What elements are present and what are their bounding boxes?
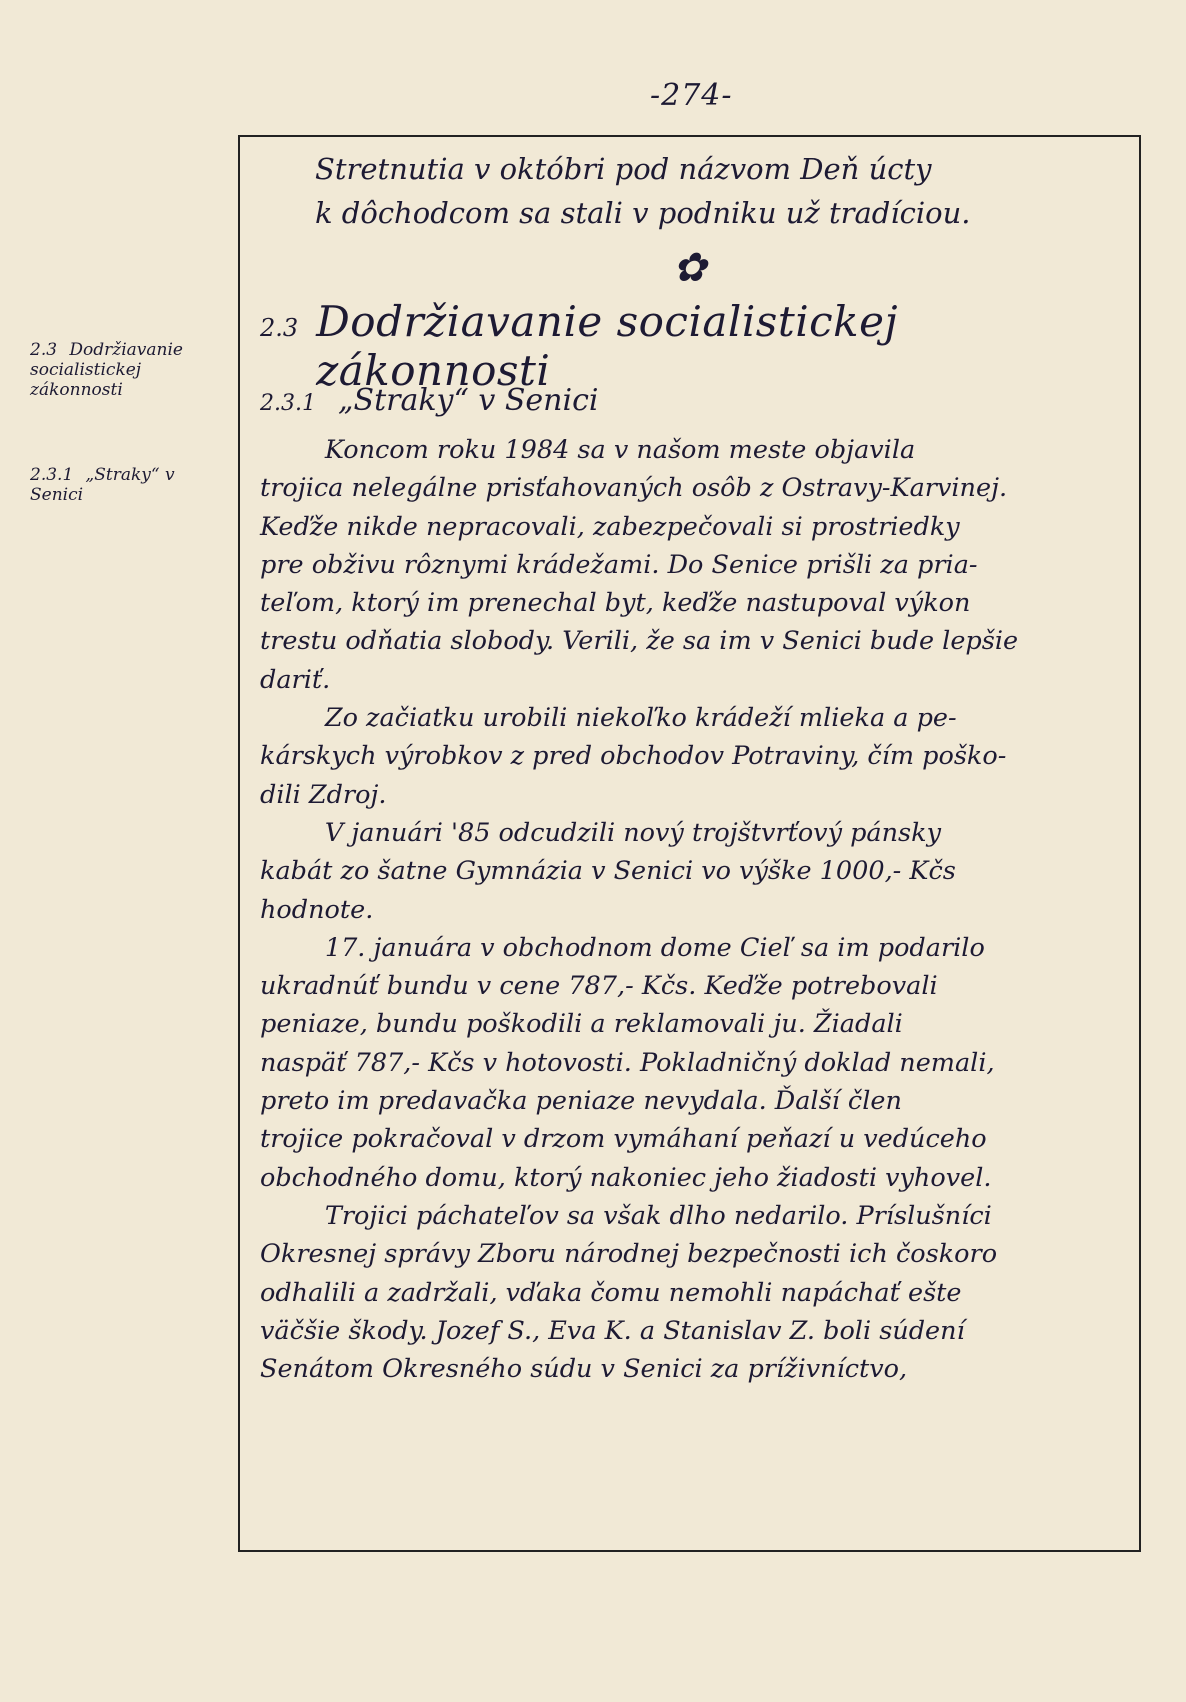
text-line: Zo začiatku urobili niekoľko krádeží mlieka a pe-	[260, 703, 957, 734]
text-line: hodnote.	[260, 894, 374, 925]
intro-line: k dôchodcom sa stali v podniku už tradíciou.	[315, 196, 971, 230]
text-line: obchodného domu, ktorý nakoniec jeho žiadosti vyhovel.	[260, 1162, 992, 1193]
section-heading	[260, 297, 1119, 395]
text-line: naspäť 787,- Kčs v hotovosti. Pokladničný doklad nemali,	[260, 1047, 995, 1078]
ornament-icon: ✿	[672, 245, 707, 291]
margin-note-text: Dodržiavanie socialistickej zákonnosti	[30, 340, 183, 400]
chronicle-content	[260, 147, 1119, 1388]
text-line: Keďže nikde nepracovali, zabezpečovali si prostriedky	[260, 511, 960, 542]
text-line: odhalili a zadržali, vďaka čomu nemohli napáchať ešte	[260, 1277, 962, 1308]
text-line: pre obživu rôznymi krádežami. Do Senice prišli za pria-	[260, 549, 978, 580]
text-line: kabát zo šatne Gymnázia v Senici vo výške 1000,- Kčs	[260, 856, 956, 887]
text-line: 17. januára v obchodnom dome Cieľ sa im podarilo	[260, 932, 985, 963]
subsection-title: „Straky“ v Senici	[338, 383, 599, 418]
text-line: Okresnej správy Zboru národnej bezpečnosti ich čoskoro	[260, 1239, 998, 1270]
margin-note-number: 2.3	[30, 340, 58, 360]
body-text	[260, 431, 1119, 1388]
intro-line: Stretnutia v októbri pod názvom Deň úcty	[315, 152, 932, 186]
text-line: preto im predavačka peniaze nevydala. Ďalší člen	[260, 1086, 902, 1117]
text-line: peniaze, bundu poškodili a reklamovali ju. Žiadali	[260, 1009, 903, 1040]
margin-note-text: „Straky“ v Senici	[30, 465, 175, 505]
text-line: Trojici páchateľov sa však dlho nedarilo. Príslušníci	[260, 1200, 992, 1231]
text-line: dili Zdroj.	[260, 779, 387, 810]
margin-note-number: 2.3.1	[30, 465, 74, 485]
text-line: kárskych výrobkov z pred obchodov Potraviny, čím poško-	[260, 741, 1007, 772]
text-line: teľom, ktorý im prenechal byt, keďže nastupoval výkon	[260, 588, 971, 619]
subsection-number: 2.3.1	[260, 391, 316, 416]
text-line: V januári '85 odcudzili nový trojštvrťový pánsky	[260, 817, 941, 848]
text-line: trojice pokračoval v drzom vymáhaní peňazí u vedúceho	[260, 1124, 987, 1155]
text-line: Senátom Okresného súdu v Senici za príživníctvo,	[260, 1354, 908, 1385]
section-number: 2.3	[260, 314, 299, 342]
margin-note-section	[30, 340, 230, 400]
text-line: trojica nelegálne prisťahovaných osôb z Ostravy-Karvinej.	[260, 473, 1008, 504]
page-number: -274-	[650, 78, 733, 113]
text-line: ukradnúť bundu v cene 787,- Kčs. Keďže potrebovali	[260, 971, 938, 1002]
text-line: dariť.	[260, 664, 331, 695]
text-line: väčšie škody. Jozef S., Eva K. a Stanislav Z. boli súdení	[260, 1315, 965, 1346]
chronicle-frame	[238, 135, 1141, 1552]
text-line: Koncom roku 1984 sa v našom meste objavila	[260, 435, 916, 465]
margin-note-subsection	[30, 465, 230, 505]
text-line: trestu odňatia slobody. Verili, že sa im v Senici bude lepšie	[260, 626, 1019, 657]
section-title: Dodržiavanie socialistickej zákonnosti	[316, 297, 899, 395]
intro-paragraph	[260, 147, 1119, 235]
